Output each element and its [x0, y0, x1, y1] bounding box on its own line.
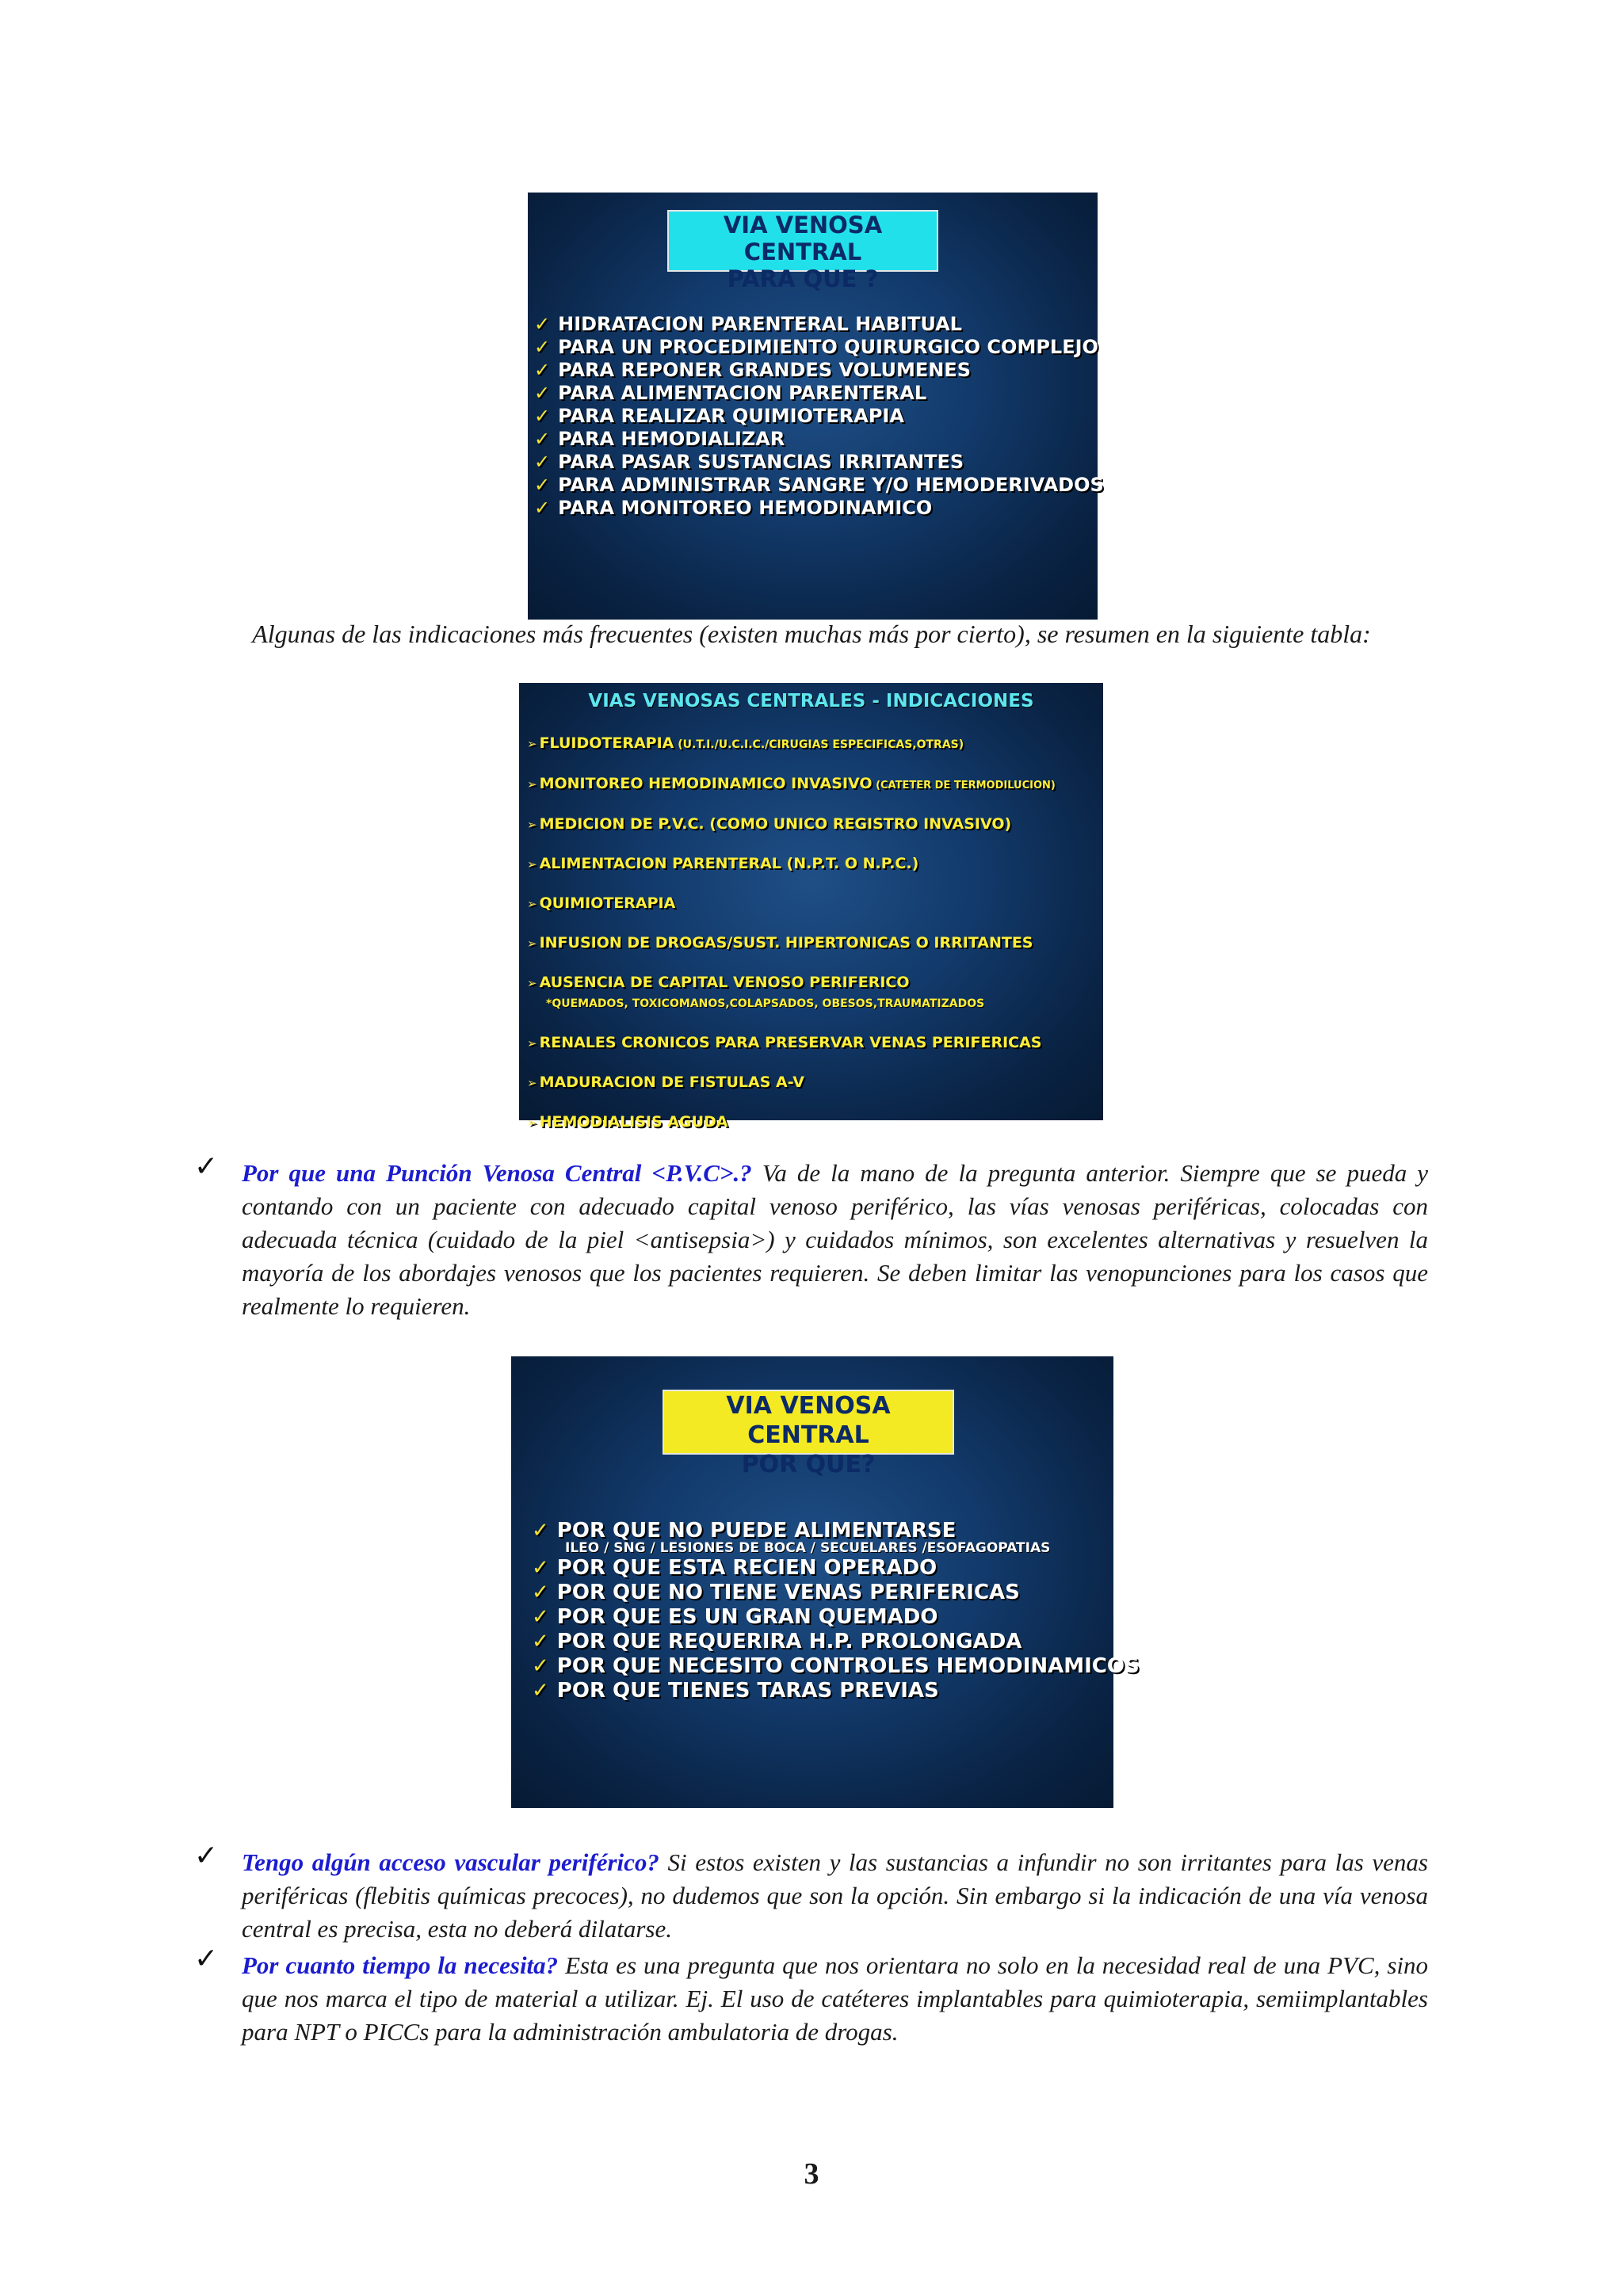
body-text: Va de la mano de la pregunta anterior. Siempre que se pueda y contando con un paciente con adecuado capital venoso periférico, las vías venosas periféricas, colocadas con adecuada técnica (cuidado de la piel <antisepsia>) y cuidados mínimos, son excelentes alternativas y resuelven la mayoría de los abordajes venosos que los pacientes requieren. Se deben limitar las venopunciones para los casos que realmente lo requieren.	[242, 1159, 1428, 1320]
list-item: ✓ PARA ALIMENTACION PARENTERAL	[534, 382, 927, 404]
paragraph-tiempo	[242, 1949, 1428, 2049]
list-item: ✓ PARA ADMINISTRAR SANGRE Y/O HEMODERIVADOS	[534, 474, 1104, 496]
check-icon: ✓	[534, 405, 551, 427]
list-item: ✓ POR QUE NECESITO CONTROLES HEMODINAMICOS	[532, 1654, 1140, 1678]
check-icon: ✓	[534, 474, 551, 496]
sub-note: *QUEMADOS, TOXICOMANOS,COLAPSADOS, OBESOS,TRAUMATIZADOS	[546, 997, 985, 1010]
list-item: ➢ INFUSION DE DROGAS/SUST. HIPERTONICAS O IRRITANTES	[527, 934, 1033, 952]
check-icon: ✓	[532, 1581, 549, 1604]
check-icon: ✓	[534, 428, 551, 450]
indications-list	[527, 724, 1056, 1142]
slide-por-que	[511, 1356, 1140, 1808]
slide-check-list	[532, 1519, 1140, 1703]
check-icon: ✓	[532, 1654, 549, 1678]
slide-title-box	[667, 210, 938, 292]
paragraph-pvc	[242, 1157, 1428, 1323]
check-icon: ✓	[534, 451, 551, 473]
slide-title-line1: VIA VENOSA CENTRAL	[726, 1392, 891, 1449]
list-item: ✓ PARA UN PROCEDIMIENTO QUIRURGICO COMPLEJO	[534, 336, 1098, 358]
arrow-bullet-icon: ➢	[527, 897, 537, 911]
check-icon: ✓	[534, 382, 551, 404]
check-icon: ✓	[532, 1605, 549, 1629]
slide-title-line2: POR QUE?	[741, 1451, 876, 1478]
check-icon: ✓	[534, 336, 551, 358]
list-item: ✓ PARA REPONER GRANDES VOLUMENES	[534, 359, 971, 381]
slide-title-line1: VIA VENOSA CENTRAL	[723, 212, 883, 265]
arrow-bullet-icon: ➢	[527, 1036, 537, 1051]
sub-note: ILEO / SNG / LESIONES DE BOCA / SECUELARES /ESOFAGOPATIAS	[565, 1540, 1051, 1556]
check-icon: ✓	[532, 1630, 549, 1653]
question-text: Tengo algún acceso vascular periférico?	[242, 1848, 659, 1876]
question-text: Por que una Punción Venosa Central <P.V.C>.?	[242, 1159, 752, 1187]
slide-para-que	[528, 193, 1104, 620]
body-text: Si estos existen y las sustancias a infundir no son irritantes para las venas periféricas (flebitis químicas precoces), no dudemos que son la opción. Sin embargo si la indicación de una vía venosa central es precisa, esta no deberá dilatarse.	[242, 1848, 1428, 1943]
list-item: ➢ HEMODIALISIS AGUDA	[527, 1113, 728, 1131]
list-item: ➢ ALIMENTACION PARENTERAL (N.P.T. O N.P.C.)	[527, 855, 919, 872]
list-item: ✓ POR QUE NO TIENE VENAS PERIFERICAS	[532, 1581, 1020, 1604]
check-icon: ✓	[532, 1556, 549, 1580]
arrow-bullet-icon: ➢	[527, 936, 537, 951]
check-icon: ✓	[532, 1519, 549, 1543]
check-icon: ✓	[532, 1679, 549, 1703]
list-item: ✓ HIDRATACION PARENTERAL HABITUAL	[534, 313, 962, 335]
list-item: ✓ POR QUE TIENES TARAS PREVIAS	[532, 1679, 939, 1703]
check-bullet-icon: ✓	[194, 1150, 219, 1183]
body-text: Esta es una pregunta que nos orientara no solo en la necesidad real de una PVC, sino que nos marca el tipo de material a utilizar. Ej. El uso de catéteres implantables para quimioterapia, semiimplantables para NPT o PICCs para la administración ambulatoria de drogas.	[242, 1951, 1428, 2046]
list-item: ✓ PARA MONITOREO HEMODINAMICO	[534, 497, 933, 519]
check-icon: ✓	[534, 313, 551, 335]
arrow-bullet-icon: ➢	[527, 976, 537, 990]
slide-title: VIAS VENOSAS CENTRALES - INDICACIONES	[588, 691, 1034, 711]
arrow-bullet-icon: ➢	[527, 857, 537, 871]
slide-check-list	[534, 313, 1104, 520]
list-item: ➢ MEDICION DE P.V.C. (COMO UNICO REGISTRO INVASIVO)	[527, 815, 1012, 833]
list-item: ✓ PARA REALIZAR QUIMIOTERAPIA	[534, 405, 904, 427]
arrow-bullet-icon: ➢	[527, 1116, 537, 1130]
arrow-bullet-icon: ➢	[527, 777, 537, 791]
list-item: ✓ POR QUE ESTA RECIEN OPERADO	[532, 1556, 938, 1580]
list-item: ➢ MONITOREO HEMODINAMICO INVASIVO (CATETER DE TERMODILUCION)	[527, 775, 1056, 792]
list-item: ✓ POR QUE REQUERIRA H.P. PROLONGADA	[532, 1630, 1022, 1653]
list-item: ✓ POR QUE ES UN GRAN QUEMADO	[532, 1605, 938, 1629]
list-item: ➢ MADURACION DE FISTULAS A-V	[527, 1074, 804, 1091]
check-bullet-icon: ✓	[194, 1943, 219, 1975]
arrow-bullet-icon: ➢	[527, 1076, 537, 1090]
page-number: 3	[804, 2157, 819, 2191]
list-item: ✓ PARA HEMODIALIZAR	[534, 428, 785, 450]
arrow-bullet-icon: ➢	[527, 737, 537, 751]
list-item: ➢ AUSENCIA DE CAPITAL VENOSO PERIFERICO *QUEMADOS, TOXICOMANOS,COLAPSADOS, OBESOS,TRAUMATIZADOS	[527, 963, 1056, 1024]
paragraph-acceso	[242, 1846, 1428, 1946]
check-bullet-icon: ✓	[194, 1840, 219, 1872]
slide-title-box	[663, 1390, 954, 1478]
list-item: ➢ FLUIDOTERAPIA (U.T.I./U.C.I.C./CIRUGIAS ESPECIFICAS,OTRAS)	[527, 734, 964, 752]
check-icon: ✓	[534, 497, 551, 519]
check-icon: ✓	[534, 359, 551, 381]
list-item: ✓ POR QUE NO PUEDE ALIMENTARSE ILEO / SNG / LESIONES DE BOCA / SECUELARES /ESOFAGOPATIAS	[532, 1519, 1140, 1556]
list-item: ✓ PARA PASAR SUSTANCIAS IRRITANTES	[534, 451, 964, 473]
arrow-bullet-icon: ➢	[527, 818, 537, 832]
table-caption: Algunas de las indicaciones más frecuentes (existen muchas más por cierto), se resumen en la siguiente tabla:	[252, 620, 1371, 648]
question-text: Por cuanto tiempo la necesita?	[242, 1951, 559, 1979]
list-item: ➢ QUIMIOTERAPIA	[527, 894, 676, 912]
slide-title-line2: PARA QUE ?	[727, 265, 879, 292]
list-item: ➢ RENALES CRONICOS PARA PRESERVAR VENAS PERIFERICAS	[527, 1034, 1042, 1051]
slide-indicaciones	[519, 683, 1103, 1131]
